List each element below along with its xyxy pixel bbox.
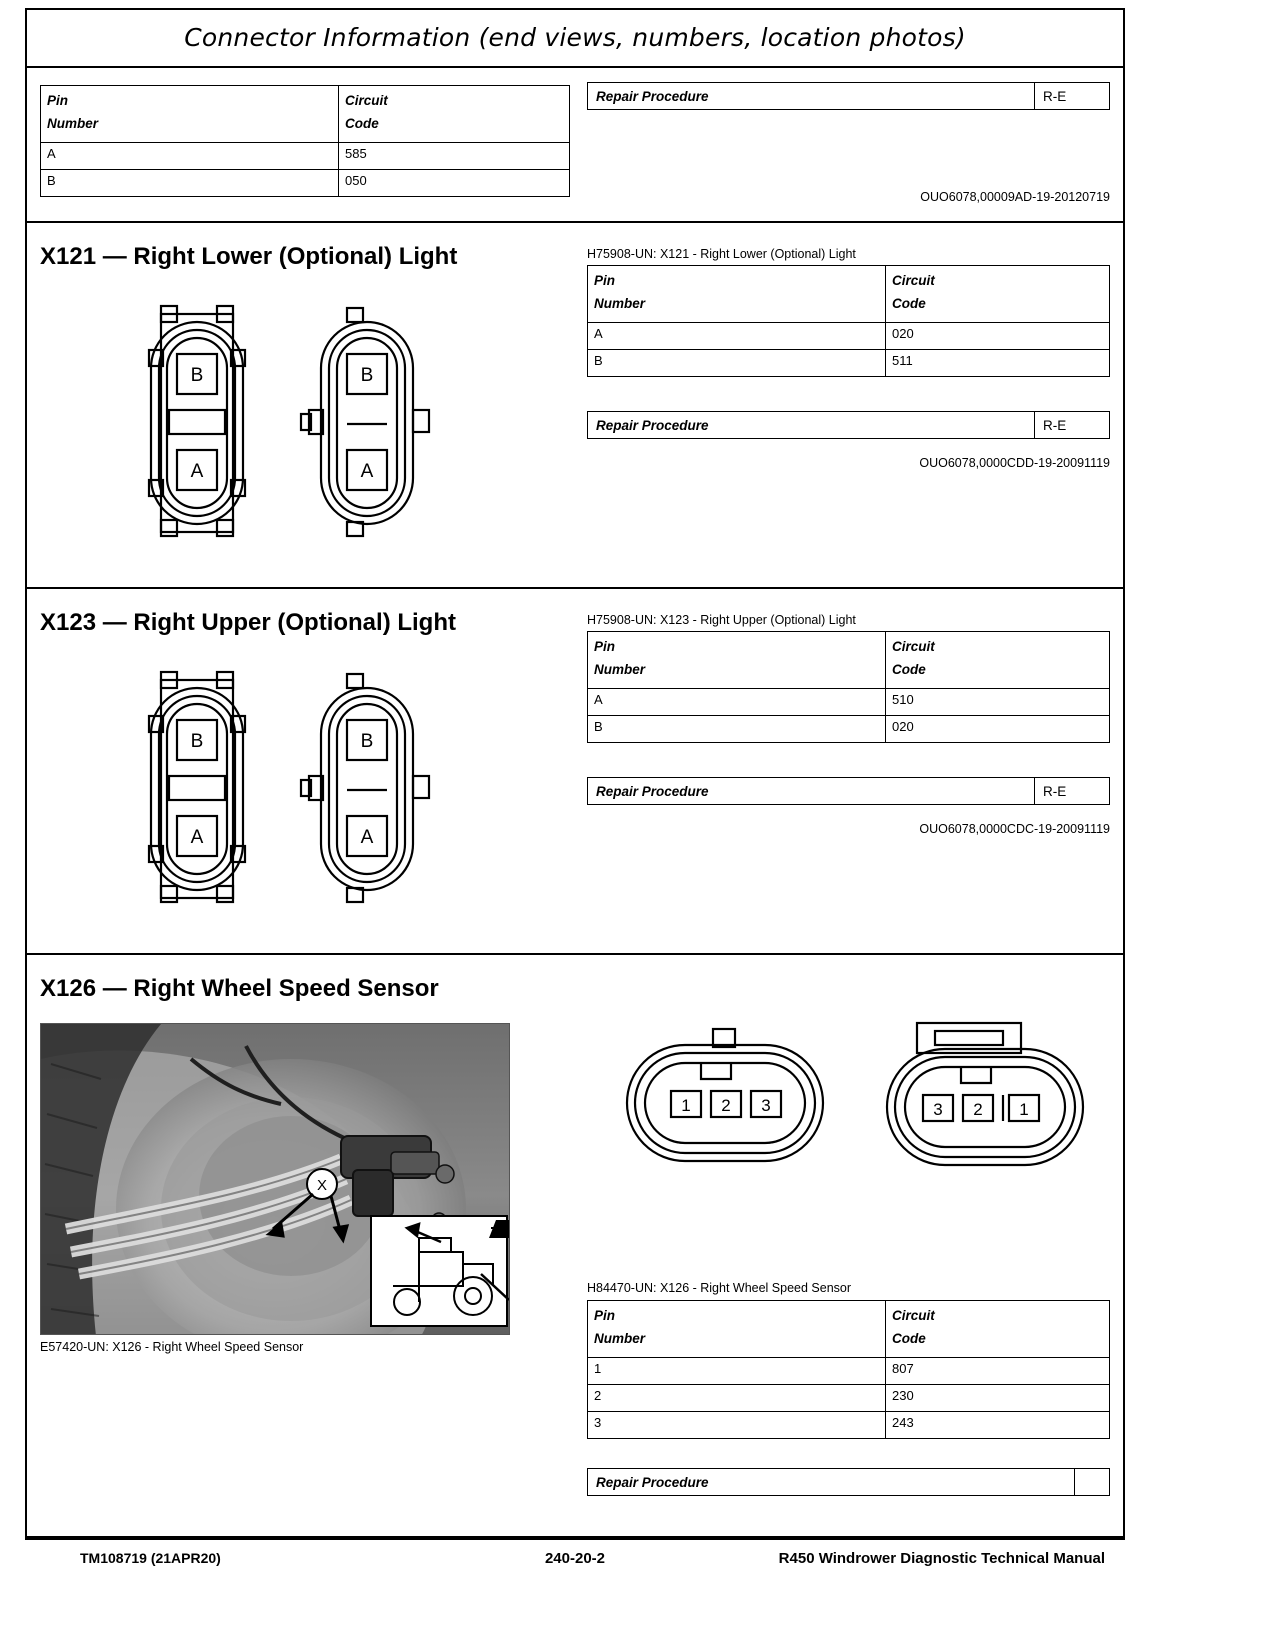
pin-table-x126 xyxy=(587,1300,1110,1439)
location-photo-x126 xyxy=(40,1023,510,1335)
repair-table-x126 xyxy=(587,1468,1110,1496)
pin-label-a: A xyxy=(190,827,204,848)
repair-label: Repair Procedure xyxy=(588,412,1035,439)
circuit-header-line2: Code xyxy=(892,296,926,311)
pin-table-x123 xyxy=(587,631,1110,743)
page-header xyxy=(25,8,1125,68)
pin-label-2: 2 xyxy=(721,1096,731,1115)
pin-label-3: 3 xyxy=(933,1100,943,1119)
pin-label-3: 3 xyxy=(761,1096,771,1115)
pin-cell: 1 xyxy=(588,1358,886,1385)
section-title-x123: X123 — Right Upper (Optional) Light xyxy=(40,609,456,636)
pin-label-a: A xyxy=(190,461,204,482)
section-title-x126: X126 — Right Wheel Speed Sensor xyxy=(40,975,439,1002)
pin-label-b: B xyxy=(360,731,374,752)
pin-label-2: 2 xyxy=(973,1100,983,1119)
pin-table-top xyxy=(40,85,570,197)
pin-header-line2: Number xyxy=(594,1331,646,1346)
table-row xyxy=(588,1385,1110,1412)
table-row xyxy=(588,350,1110,377)
table-row xyxy=(588,1412,1110,1439)
connector-diagram-x121 xyxy=(125,298,445,553)
pin-header-line2: Number xyxy=(594,296,646,311)
pin-cell: A xyxy=(588,689,886,716)
pin-header-line1: Pin xyxy=(594,1308,616,1323)
repair-code xyxy=(1075,1469,1110,1496)
pin-label-b: B xyxy=(190,365,204,386)
table-row xyxy=(41,143,570,170)
footer-manual-number: TM108719 (21APR20) xyxy=(80,1550,221,1566)
pin-cell: 3 xyxy=(588,1412,886,1439)
repair-code: R-E xyxy=(1035,412,1110,439)
table-row xyxy=(588,632,1110,689)
pin-cell: A xyxy=(41,143,339,170)
table-row xyxy=(588,689,1110,716)
section-x121 xyxy=(25,223,1125,589)
table-row xyxy=(588,266,1110,323)
circuit-cell: 230 xyxy=(886,1385,1110,1412)
pin-cell: B xyxy=(588,350,886,377)
document-id-x121: OUO6078,0000CDD-19-20091119 xyxy=(919,456,1110,470)
figure-caption-x123: H75908-UN: X123 - Right Upper (Optional) Light xyxy=(587,613,856,627)
footer-manual-title: R450 Windrower Diagnostic Technical Manual xyxy=(778,1550,1105,1567)
repair-code: R-E xyxy=(1035,778,1110,805)
table-row xyxy=(588,1469,1110,1496)
document-id-top: OUO6078,00009AD-19-20120719 xyxy=(920,190,1110,204)
repair-label: Repair Procedure xyxy=(588,778,1035,805)
circuit-cell: 585 xyxy=(339,143,570,170)
circuit-header-line1: Circuit xyxy=(345,93,388,108)
circuit-header-line2: Code xyxy=(345,116,379,131)
repair-table-top xyxy=(587,82,1110,110)
section-top-partial xyxy=(25,68,1125,223)
circuit-cell: 511 xyxy=(886,350,1110,377)
table-row xyxy=(41,86,570,143)
circuit-header-line2: Code xyxy=(892,1331,926,1346)
table-row xyxy=(588,716,1110,743)
page-footer xyxy=(25,1538,1125,1578)
figure-caption-x121: H75908-UN: X121 - Right Lower (Optional) Light xyxy=(587,247,856,261)
table-row xyxy=(588,1358,1110,1385)
pin-header-line1: Pin xyxy=(47,93,69,108)
table-row xyxy=(588,412,1110,439)
repair-label: Repair Procedure xyxy=(588,83,1035,110)
pin-label-a: A xyxy=(360,461,374,482)
circuit-cell: 243 xyxy=(886,1412,1110,1439)
pin-header-line1: Pin xyxy=(594,639,616,654)
pin-label-1: 1 xyxy=(1019,1100,1029,1119)
photo-caption-x126: E57420-UN: X126 - Right Wheel Speed Sensor xyxy=(40,1340,304,1354)
circuit-header-line1: Circuit xyxy=(892,639,935,654)
section-x126 xyxy=(25,955,1125,1538)
circuit-header-line1: Circuit xyxy=(892,1308,935,1323)
circuit-cell: 807 xyxy=(886,1358,1110,1385)
figure-caption-x126: H84470-UN: X126 - Right Wheel Speed Sensor xyxy=(587,1281,852,1295)
pin-label-b: B xyxy=(360,365,374,386)
repair-table-x121 xyxy=(587,411,1110,439)
repair-table-x123 xyxy=(587,777,1110,805)
table-row xyxy=(41,170,570,197)
connector-diagram-x126 xyxy=(605,1015,1105,1195)
pin-cell: B xyxy=(588,716,886,743)
repair-label: Repair Procedure xyxy=(588,1469,1075,1496)
repair-code: R-E xyxy=(1035,83,1110,110)
pin-table-x121 xyxy=(587,265,1110,377)
section-title-x121: X121 — Right Lower (Optional) Light xyxy=(40,243,458,270)
table-row xyxy=(588,1301,1110,1358)
pin-cell: A xyxy=(588,323,886,350)
photo-callout-label: X xyxy=(316,1177,328,1194)
footer-page-number: 240-20-2 xyxy=(544,1550,606,1567)
circuit-cell: 020 xyxy=(886,323,1110,350)
page-title: Connector Information (end views, numbers, location photos) xyxy=(184,22,966,52)
pin-label-b: B xyxy=(190,731,204,752)
section-x123 xyxy=(25,589,1125,955)
table-row xyxy=(588,83,1110,110)
circuit-header-line1: Circuit xyxy=(892,273,935,288)
pin-header-line2: Number xyxy=(594,662,646,677)
pin-header-line1: Pin xyxy=(594,273,616,288)
circuit-cell: 020 xyxy=(886,716,1110,743)
table-row xyxy=(588,778,1110,805)
pin-cell: 2 xyxy=(588,1385,886,1412)
pin-header-line2: Number xyxy=(47,116,99,131)
circuit-header-line2: Code xyxy=(892,662,926,677)
document-id-x123: OUO6078,0000CDC-19-20091119 xyxy=(919,822,1110,836)
pin-label-1: 1 xyxy=(681,1096,691,1115)
table-row xyxy=(588,323,1110,350)
connector-diagram-x123 xyxy=(125,664,445,919)
pin-cell: B xyxy=(41,170,339,197)
circuit-cell: 510 xyxy=(886,689,1110,716)
circuit-cell: 050 xyxy=(339,170,570,197)
pin-label-a: A xyxy=(360,827,374,848)
